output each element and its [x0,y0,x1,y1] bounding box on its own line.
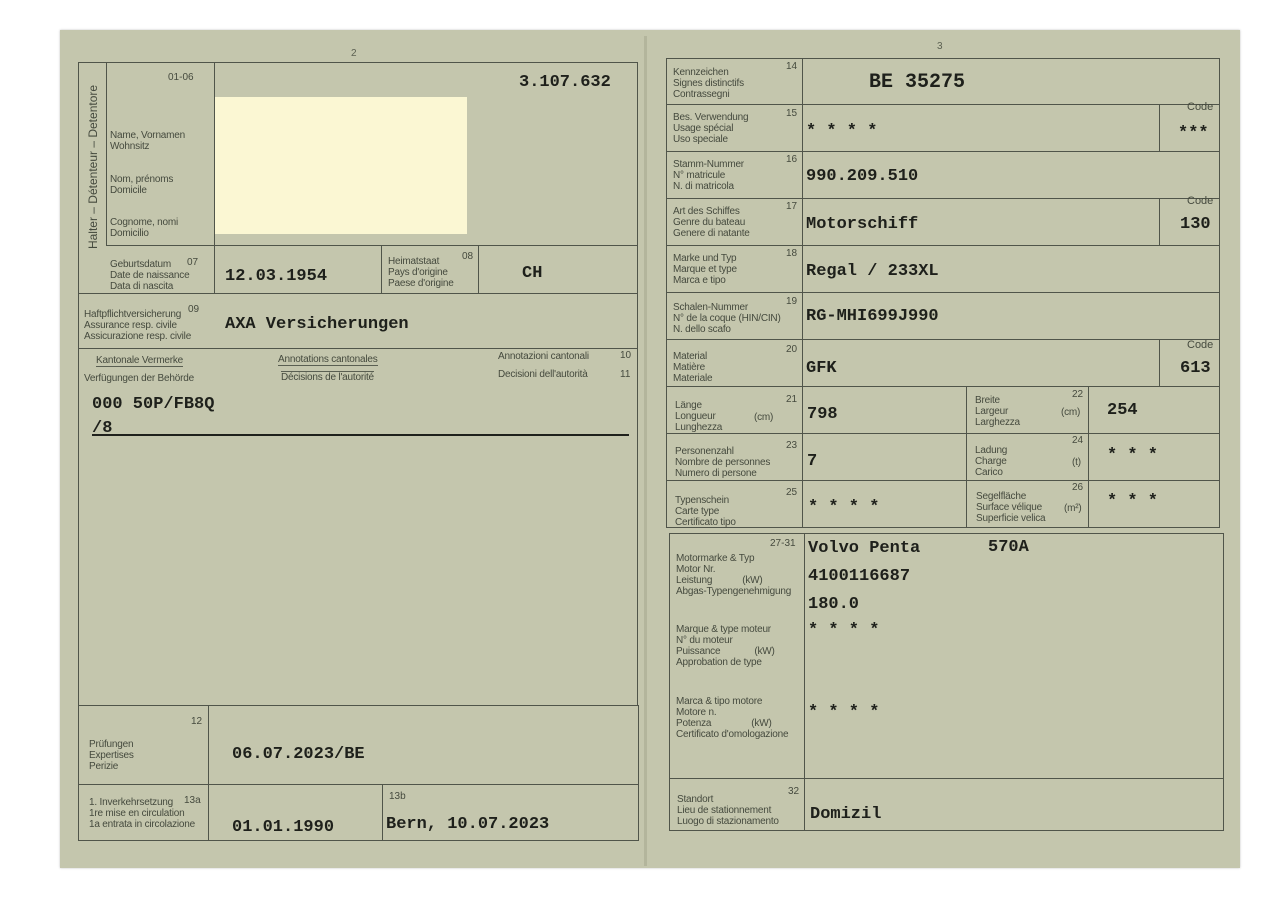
special-use-code-label: Code [1187,101,1214,113]
divider [666,245,1220,246]
remarks-label-de2: Verfügungen der Behörde [84,373,194,384]
load-field-number: 24 [1072,435,1084,446]
divider [381,245,382,293]
birth-field-number: 07 [187,257,199,268]
first-registration-value: 01.01.1990 [232,818,335,837]
special-use-label: Bes. Verwendung Usage spécial Uso speciale [673,112,749,145]
engine-label-fr: Marque & type moteur N° du moteur Puissance (kW) Approbation de type [676,624,775,668]
engine-number: 4100116687 [808,567,911,586]
location-label: Standort Lieu de stationnement Luogo di stazionamento [677,794,779,827]
remarks-label-fr1: Annotations cantonales [278,354,378,365]
plate-label: Kennzeichen Signes distinctifs Contrassegni [673,67,744,100]
holder-name-label-it: Cognome, nomi Domicilio [110,217,178,239]
divider [666,104,1220,105]
divider [638,705,639,840]
boat-type-value: Motorschiff [806,215,919,234]
width-unit: (cm) [1061,407,1081,418]
special-use-value: * * * * [806,122,878,141]
remarks-label-de1: Kantonale Vermerke [96,355,184,366]
redacted-holder-address [215,97,467,234]
location-value: Domizil [810,805,882,824]
engine-make: Volvo Penta [808,539,921,558]
type-certificate-field-number: 25 [786,487,798,498]
remarks-label-it1: Annotazioni cantonali [498,351,589,362]
persons-label: Personenzahl Nombre de personnes Numero di persone [675,446,771,479]
divider [666,339,1220,340]
remarks-line-2: /8 [92,419,113,438]
divider [804,533,805,830]
divider [666,527,1220,528]
border-right-right [1219,58,1220,528]
divider [669,830,1224,831]
divider [802,58,803,528]
load-value: * * * [1107,446,1159,465]
divider [666,480,1220,481]
divider [669,533,1223,534]
border-left-left [78,62,79,705]
sail-area-value: * * * [1107,492,1159,511]
divider [666,151,1220,152]
border-right-left [637,62,638,705]
sail-area-label: Segelfläche Surface vélique Superficie velica [976,491,1046,524]
boat-type-code: 130 [1180,215,1211,234]
hull-label: Schalen-Nummer N° de la coque (HIN/CIN) N. dello scafo [673,302,781,335]
border-left-right [666,58,667,528]
remarks-line-1: 000 50P/FB8Q [92,395,215,414]
engine-label-it: Marca & tipo motore Motore n. Potenza (kW) Certificato d'omologazione [676,696,789,740]
inspections-label: Prüfungen Expertises Perizie [89,739,134,772]
matriculation-field-number: 16 [786,154,798,165]
insurance-field-number: 09 [188,304,200,315]
boat-type-label: Art des Schiffes Genre du bateau Genere di natante [673,206,750,239]
divider [666,198,1220,199]
inspections-field-number: 12 [191,716,203,727]
remarks-label-it2: Decisioni dell'autorità [498,369,588,380]
persons-field-number: 23 [786,440,798,451]
length-label: Länge Longueur Lunghezza [675,400,723,433]
engine-fr-stars: * * * * [808,621,880,640]
issue-place-date: Bern, 10.07.2023 [386,815,550,834]
border-top-right [666,58,1220,59]
divider [666,386,1220,387]
location-field-number: 32 [788,786,800,797]
code-divider [1159,198,1160,245]
holder-number: 3.107.632 [519,73,611,92]
plate-value: BE 35275 [869,71,966,94]
type-certificate-label: Typenschein Carte type Certificato tipo [675,495,736,528]
divider [78,705,79,840]
material-code: 613 [1180,359,1211,378]
origin-label: Heimatstaat Pays d'origine Paese d'origine [388,256,454,289]
material-code-label: Code [1187,339,1214,351]
holder-field-number: 01-06 [168,72,194,83]
remarks-field-number-10: 10 [620,350,632,361]
remarks-underline [92,434,629,436]
matriculation-label: Stamm-Nummer N° matricule N. di matricola [673,159,744,192]
divider [669,778,1223,779]
boat-type-code-label: Code [1187,195,1214,207]
first-registration-label: 1. Inverkehrsetzung 1re mise en circulation 1a entrata in circolazione [89,797,195,830]
insurance-value: AXA Versicherungen [225,315,409,334]
origin-field-number: 08 [462,251,474,262]
engine-it-stars: * * * * [808,703,880,722]
divider [1088,386,1089,527]
divider [78,840,639,841]
width-label: Breite Largeur Larghezza [975,395,1020,428]
divider [1223,533,1224,830]
matriculation-value: 990.209.510 [806,167,919,186]
width-field-number: 22 [1072,389,1084,400]
make-label: Marke und Typ Marque et type Marca e tipo [673,253,737,286]
make-field-number: 18 [786,248,798,259]
divider [78,784,639,785]
issue-field-number: 13b [389,791,406,802]
persons-value: 7 [807,452,818,471]
divider [478,245,479,293]
boat-type-field-number: 17 [786,201,798,212]
width-value: 254 [1107,401,1138,420]
make-value: Regal / 233XL [806,262,939,281]
origin-value: CH [522,264,543,283]
divider [78,705,639,706]
material-value: GFK [806,359,837,378]
insurance-label: Haftpflichtversicherung Assurance resp. civile Assicurazione resp. civile [84,309,192,342]
engine-power: 180.0 [808,595,860,614]
hull-value: RG-MHI699J990 [806,307,939,326]
code-divider [1159,104,1160,151]
divider [106,245,638,246]
material-field-number: 20 [786,344,798,355]
divider [208,705,209,840]
divider [966,386,967,527]
sail-area-field-number: 26 [1072,482,1084,493]
divider [666,433,1220,434]
remarks-label-fr2: Décisions de l'autorité [281,372,374,383]
length-value: 798 [807,405,838,424]
engine-label-de: Motormarke & Typ Motor Nr. Leistung (kW) Abgas-Typengenehmigung [676,553,792,597]
birth-date-label: Geburtsdatum Date de naissance Data di nascita [110,259,190,292]
divider [669,533,670,830]
divider [78,348,638,349]
material-label: Material Matière Materiale [673,351,713,384]
divider [382,784,383,840]
holder-vertical-label: Halter – Détenteur – Detentore [86,84,100,250]
divider [106,62,107,245]
page-number-left: 2 [351,48,357,59]
page-fold [644,36,647,866]
load-label: Ladung Charge Carico [975,445,1008,478]
inspections-value: 06.07.2023/BE [232,745,365,764]
type-certificate-value: * * * * [808,498,880,517]
holder-name-label-fr: Nom, prénoms Domicile [110,174,174,196]
border-top-left [78,62,638,63]
first-registration-field-number: 13a [184,795,201,806]
length-field-number: 21 [786,394,798,405]
divider [666,292,1220,293]
birth-date-value: 12.03.1954 [225,267,328,286]
hull-field-number: 19 [786,296,798,307]
page-number-right: 3 [937,41,943,52]
special-use-field-number: 15 [786,108,798,119]
plate-field-number: 14 [786,61,798,72]
remarks-field-number-11: 11 [620,369,631,380]
load-unit: (t) [1072,457,1081,468]
divider [78,293,638,294]
length-unit: (cm) [754,412,774,423]
holder-name-label-de: Name, Vornamen Wohnsitz [110,130,186,152]
code-divider [1159,339,1160,386]
divider [214,245,215,293]
engine-field-number: 27-31 [770,538,796,549]
engine-model: 570A [988,538,1029,557]
sail-area-unit: (m²) [1064,503,1082,514]
special-use-code: *** [1178,124,1209,143]
